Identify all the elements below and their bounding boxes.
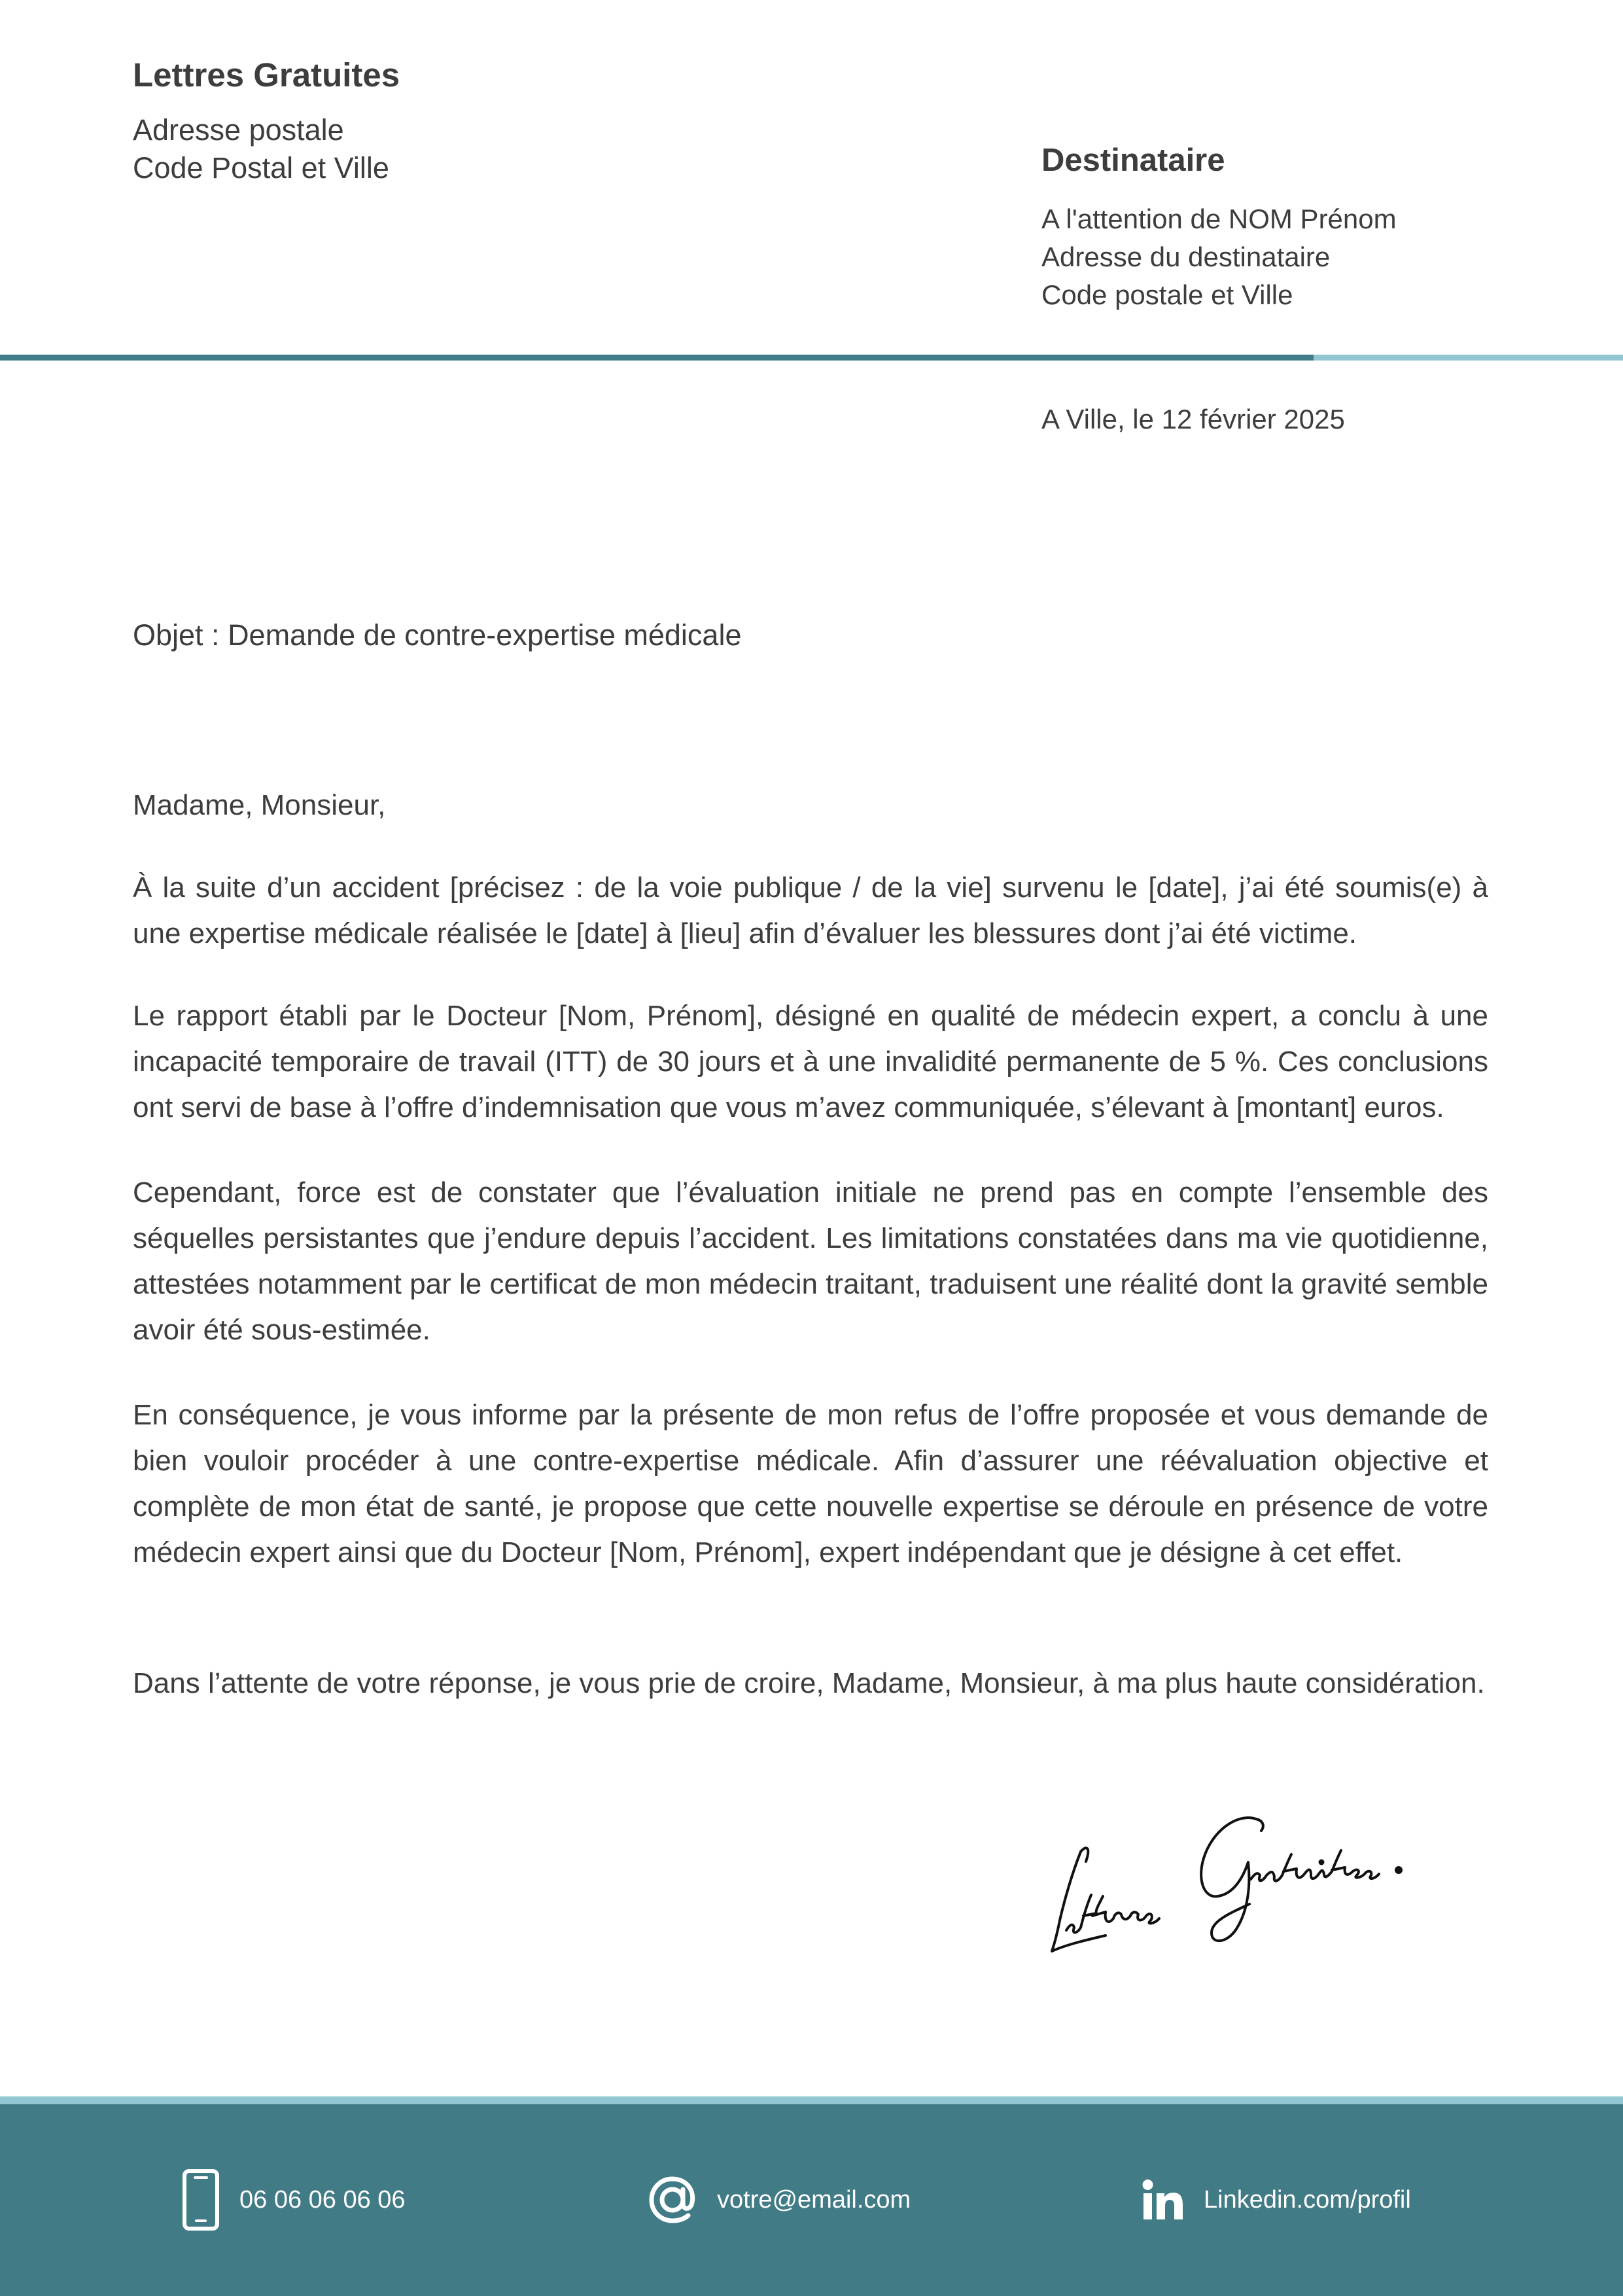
body-paragraph-2: Le rapport établi par le Docteur [Nom, Prénom], désigné en qualité de médecin expert, a conclu à une incapacité temporaire de travail (ITT) de 30 jours et à une invalidité permanente de 5 %. Ces conclusions ont servi de base à l’offre d’indemnisation que vous m’avez communiquée, s’élevant à [montant] euros.	[133, 1000, 1488, 1123]
letter-date: A Ville, le 12 février 2025	[1041, 404, 1345, 434]
footer-email-label: votre@email.com	[717, 2185, 911, 2214]
footer-email[interactable]	[648, 2167, 911, 2233]
letter-subject: Objet : Demande de contre-expertise médicale	[133, 618, 742, 652]
recipient-city: Code postale et Ville	[1041, 279, 1293, 310]
footer-linkedin-label: Linkedin.com/profil	[1204, 2185, 1411, 2214]
footer-linkedin[interactable]	[1142, 2167, 1411, 2233]
footer-phone-label: 06 06 06 06 06	[239, 2185, 406, 2214]
sender-address: Adresse postale	[133, 113, 344, 147]
recipient-address: Adresse du destinataire	[1041, 241, 1331, 272]
footer	[0, 2104, 1623, 2296]
body-paragraph-4: En conséquence, je vous informe par la présente de mon refus de l’offre proposée et vous demande de bien vouloir procéder à une contre-expertise médicale. Afin d’assurer une réévaluation objective et complète de mon état de santé, je propose que cette nouvelle expertise se déroule en présence de votre médecin expert ainsi que du Docteur [Nom, Prénom], expert indépendant que je désigne à cet effet.	[133, 1399, 1488, 1568]
footer-accent-bar	[0, 2096, 1623, 2104]
salutation: Madame, Monsieur,	[133, 789, 386, 821]
sender-name: Lettres Gratuites	[133, 56, 400, 94]
phone-icon	[182, 2168, 220, 2231]
recipient-title: Destinataire	[1041, 143, 1225, 178]
body-paragraph-5: Dans l’attente de votre réponse, je vous prie de croire, Madame, Monsieur, à ma plus haute considération.	[133, 1667, 1485, 1699]
footer-phone[interactable]	[182, 2167, 406, 2233]
handwritten-signature	[1040, 1806, 1413, 1969]
linkedin-icon	[1142, 2179, 1184, 2221]
sender-city: Code Postal et Ville	[133, 151, 389, 185]
header-divider-dark	[0, 355, 1314, 361]
body-paragraph-1: À la suite d’un accident [précisez : de la voie publique / de la vie] survenu le [date], j’ai été soumis(e) à une expertise médicale réalisée le [date] à [lieu] afin d’évaluer les blessures dont j’ai été victime.	[133, 872, 1488, 949]
header-divider-light	[1314, 355, 1623, 361]
recipient-attention: A l'attention de NOM Prénom	[1041, 203, 1397, 234]
at-sign-icon	[648, 2175, 697, 2225]
body-paragraph-3: Cependant, force est de constater que l’évaluation initiale ne prend pas en compte l’ensemble des séquelles persistantes que j’endure depuis l’accident. Les limitations constatées dans ma vie quotidienne, attestées notamment par le certificat de mon médecin traitant, traduisent une réalité dont la gravité semble avoir été sous-estimée.	[133, 1176, 1488, 1346]
